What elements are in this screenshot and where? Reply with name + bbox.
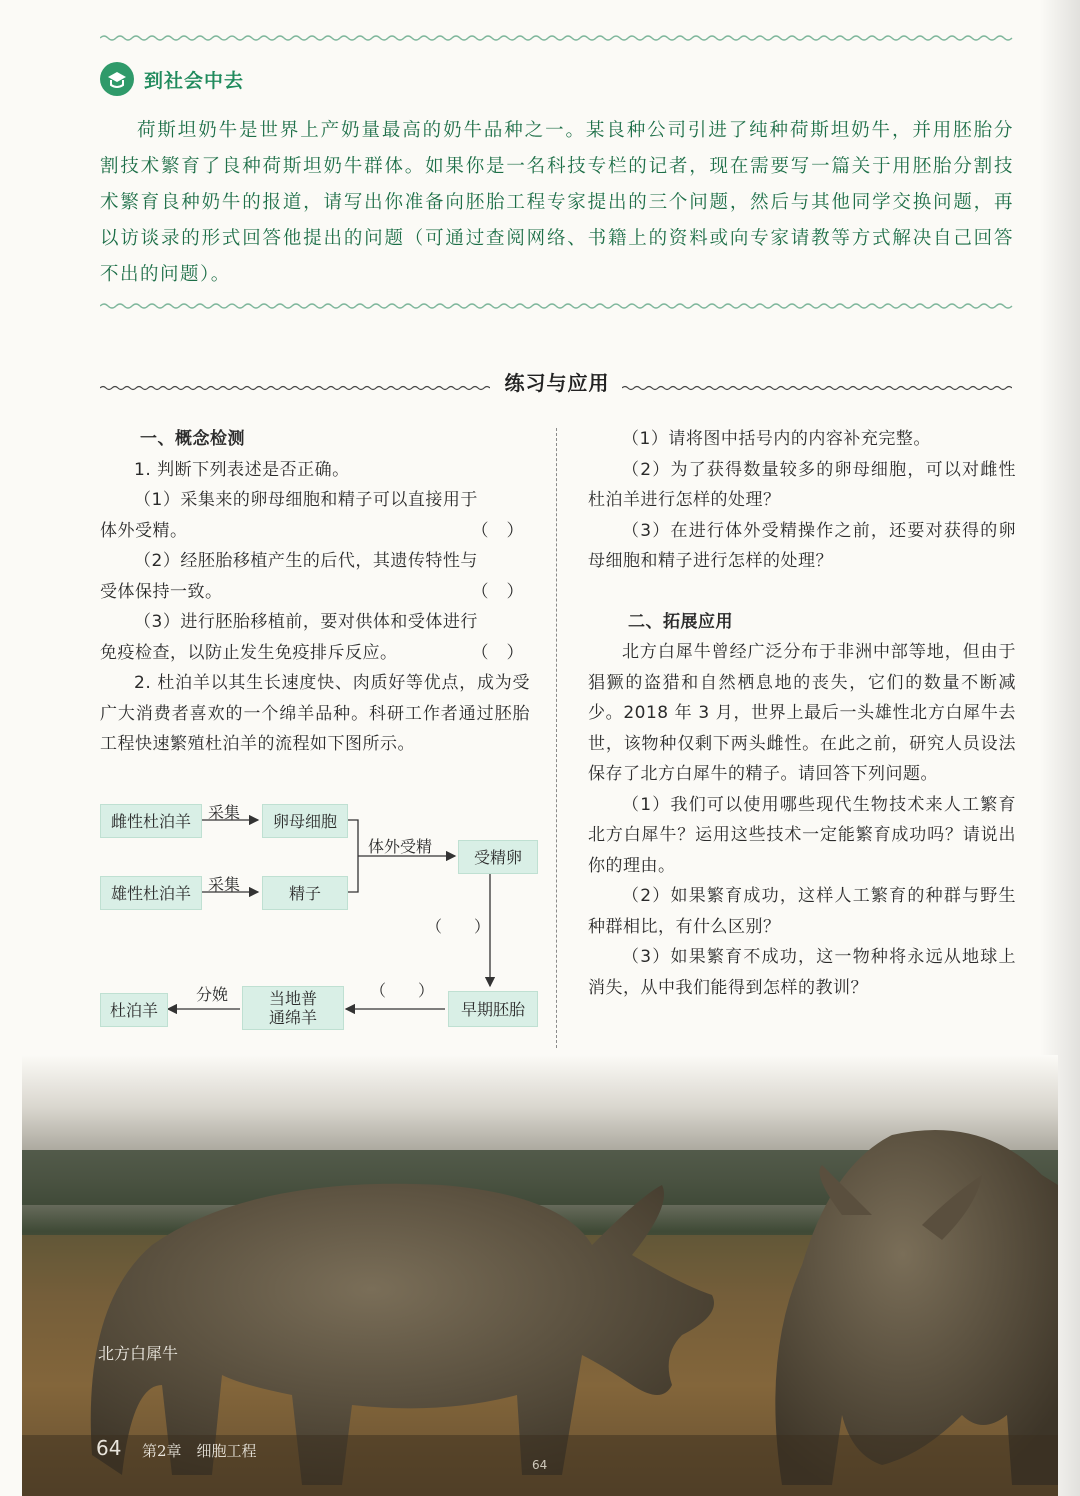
label-collect-2: 采集 [208,875,241,894]
social-title: 到社会中去 [144,69,245,92]
box-early-embryo: 早期胚胎 [448,991,538,1027]
question-1: 1. 判断下列表述是否正确。 [134,459,350,480]
social-paragraph [100,113,1014,293]
section-title: 练习与应用 [504,370,610,395]
question-2: 2. 杜泊羊以其生长速度快、肉质好等优点，成为受广大消费者喜欢的一个绵羊品种。科研工作者通过胚胎工程快速繁殖杜泊羊的流程如下图所示。 [100,673,530,754]
box-sperm: 精子 [262,876,348,910]
top-wavy-divider [100,34,1014,42]
q1-3-line1: （3）进行胚胎移植前，要对供体和受体进行 [134,612,478,632]
q1-1-line1: （1）采集来的卵母细胞和精子可以直接用于 [134,490,478,510]
right-q1: （1）请将图中括号内的内容补充完整。 [622,429,931,449]
q1-2-line1: （2）经胚胎移植产生的后代，其遗传特性与 [134,551,478,571]
q1-3-line2 [100,638,530,669]
extension-q1: （1）我们可以使用哪些现代生物技术来人工繁育北方白犀牛？运用这些技术一定能繁育成功吗？请说出你的理由。 [588,794,1016,876]
box-oocyte: 卵母细胞 [262,804,348,838]
column-divider [556,428,557,1048]
spacer [588,577,1016,607]
q1-2-line2 [100,577,530,608]
right-q3: （3）在进行体外受精操作之前，还要对获得的卵母细胞和精子进行怎样的处理？ [588,520,1016,571]
answer-bracket: （ ） [471,581,524,602]
section-title-bar [100,366,1014,396]
q1-1-line2 [100,516,530,547]
graduation-leaf-icon [100,62,134,96]
photo-caption: 北方白犀牛 [98,1344,179,1363]
answer-bracket: （ ） [471,520,524,541]
rhino-paragraph: 北方白犀牛曾经广泛分布于非洲中部等地，但由于猖獗的盗猎和自然栖息地的丧失，它们的数量不断减少。2018 年 3 月，世界上最后一头雄性北方白犀牛去世，该物种仅剩下两头雌性。在此之前，研究人员设法保存了北方白犀牛的精子。请回答下列问题。 [588,642,1016,784]
label-birth: 分娩 [196,985,229,1004]
social-header [100,62,244,96]
bottom-wavy-divider [100,302,1014,310]
box-zygote: 受精卵 [458,840,538,874]
box-offspring: 杜泊羊 [100,993,168,1027]
chapter-label: 第2章 细胞工程 [142,1442,257,1460]
title-wave-right [622,377,1015,385]
concept-check-heading: 一、概念检测 [140,429,245,449]
q1-3-text: 免疫检查，以防止发生免疫排斥反应。 [100,642,398,663]
box-male-dorper: 雄性杜泊羊 [100,876,202,910]
extension-q2: （2）如果繁育成功，这样人工繁育的种群与野生种群相比，有什么区别？ [588,886,1016,937]
label-ivf: 体外受精 [368,837,433,856]
rhino-illustration [22,1055,1058,1496]
rhino-photo [22,1055,1058,1496]
flow-diagram [100,798,540,1028]
blank-fill-1: （ ） [426,917,491,936]
q1-1-text: 体外受精。 [100,520,188,541]
blank-fill-2: （ ） [370,981,435,1000]
right-q2: （2）为了获得数量较多的卵母细胞，可以对雌性杜泊羊进行怎样的处理？ [588,459,1016,510]
box-host-sheep: 当地普通绵羊 [242,986,344,1030]
right-column [588,424,1016,1003]
extension-q3: （3）如果繁育不成功，这一物种将永远从地球上消失，从中我们能得到怎样的教训？ [588,947,1016,998]
left-column [100,424,530,760]
extension-heading: 二、拓展应用 [628,611,733,632]
q1-2-text: 受体保持一致。 [100,581,223,602]
social-text: 荷斯坦奶牛是世界上产奶量最高的奶牛品种之一。某良种公司引进了纯种荷斯坦奶牛，并用胚胎分割技术繁育了良种荷斯坦奶牛群体。如果你是一名科技专栏的记者，现在需要写一篇关于用胚胎分割技术繁育良种奶牛的报道，请写出你准备向胚胎工程专家提出的三个问题，然后与其他同学交换问题，再以访谈录的形式回答他提出的问题（可通过查阅网络、书籍上的资料或向专家请教等方式解决自己回答不出的问题）。 [100,120,1014,285]
label-collect-1: 采集 [208,803,241,822]
title-wave-left [100,377,493,385]
answer-bracket: （ ） [471,642,524,663]
page-number: 64 [96,1436,122,1460]
box-female-dorper: 雌性杜泊羊 [100,804,202,838]
page-number-small: 64 [532,1458,548,1472]
